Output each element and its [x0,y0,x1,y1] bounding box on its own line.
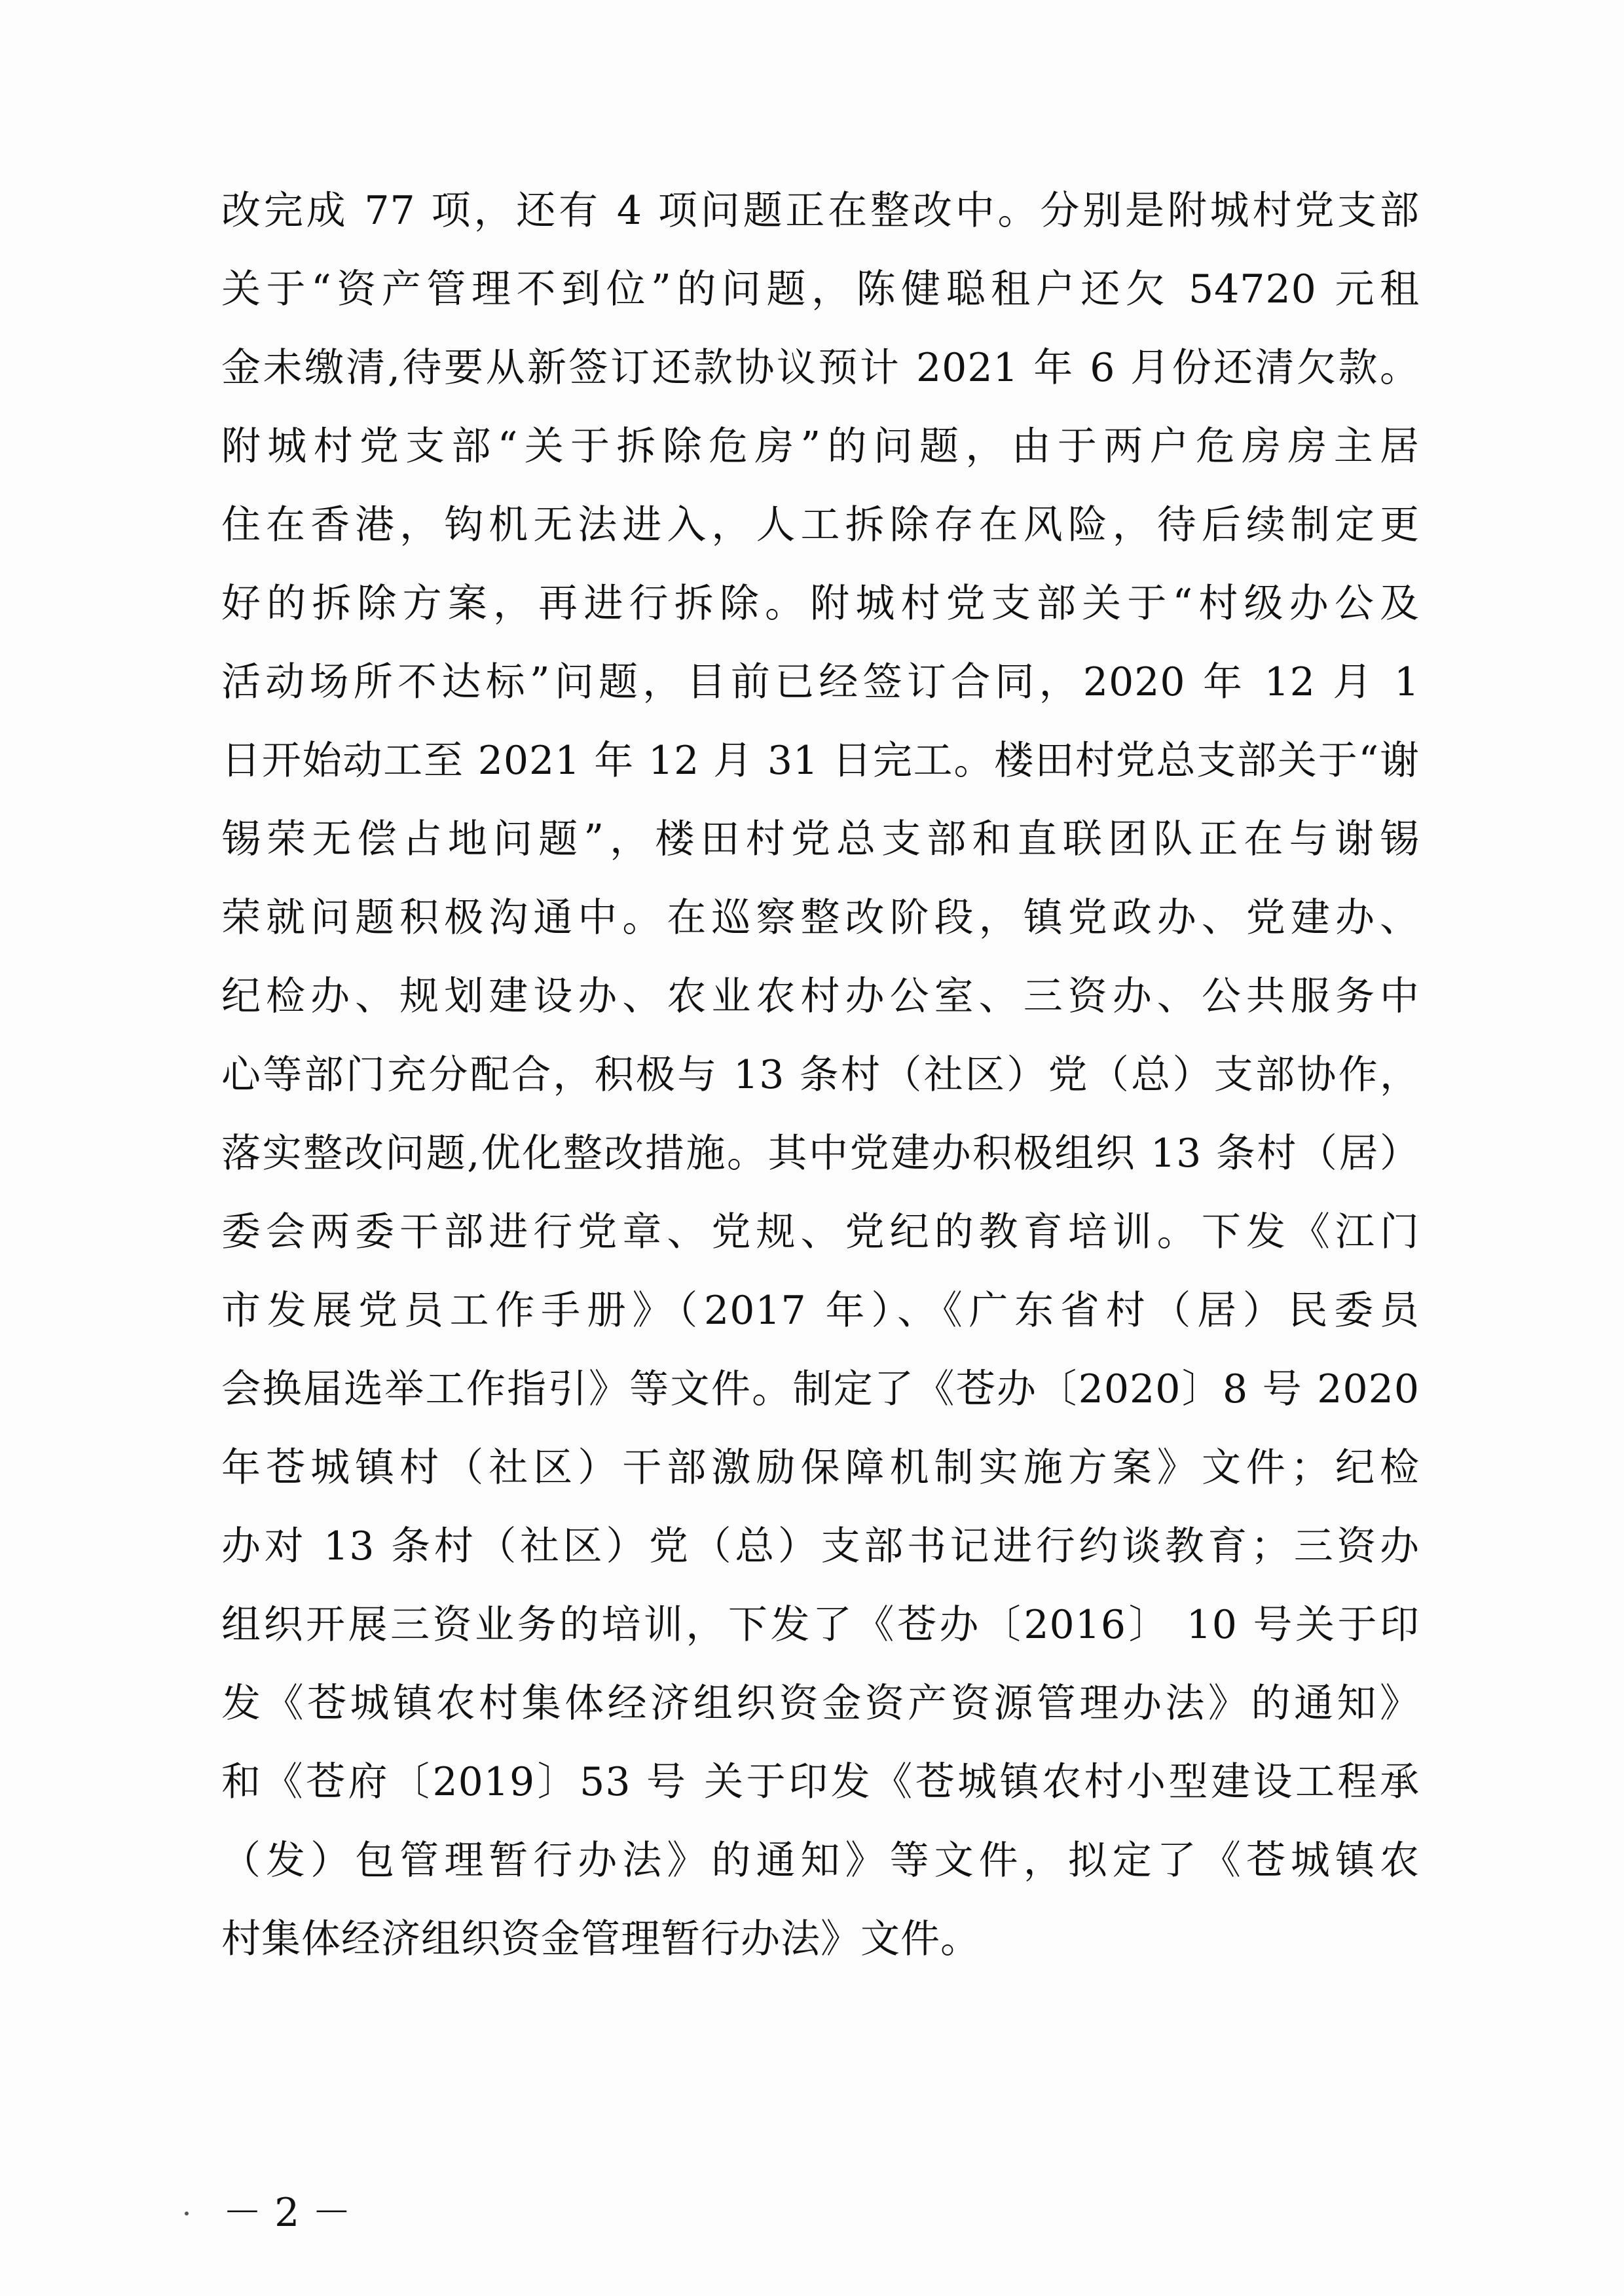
text-line: 锡荣无偿占地问题”，楼田村党总支部和直联团队正在与谢锡 [221,816,1420,862]
text-line: 办对 13 条村（社区）党（总）支部书记进行约谈教育；三资办 [221,1523,1420,1569]
text-line: 好的拆除方案，再进行拆除。附城村党支部关于“村级办公及 [221,581,1420,627]
text-line: 活动场所不达标”问题，目前已经签订合同，2020 年 12 月 1 [221,659,1420,705]
text-line: 心等部门充分配合，积极与 13 条村（社区）党（总）支部协作， [221,1052,1420,1098]
text-line: 年苍城镇村（社区）干部激励保障机制实施方案》文件；纪检 [221,1445,1420,1491]
text-line: 村集体经济组织资金管理暂行办法》文件。 [221,1916,980,1962]
text-line: 改完成 77 项，还有 4 项问题正在整改中。分别是附城村党支部 [221,188,1420,234]
text-line: 组织开展三资业务的培训，下发了《苍办〔2016〕 10 号关于印 [221,1602,1420,1648]
text-line: （发）包管理暂行办法》的通知》等文件，拟定了《苍城镇农 [221,1838,1420,1884]
text-line: 荣就问题积极沟通中。在巡察整改阶段，镇党政办、党建办、 [221,895,1420,941]
text-line: 住在香港，钩机无法进入，人工拆除存在风险，待后续制定更 [221,502,1420,548]
body-text [221,172,1420,1978]
text-line: 金未缴清,待要从新签订还款协议预计 2021 年 6 月份还清欠款。 [221,345,1420,391]
text-line: 发《苍城镇农村集体经济组织资金资产资源管理办法》的通知》 [221,1681,1420,1726]
text-line: 和《苍府〔2019〕53 号 关于印发《苍城镇农村小型建设工程承 [221,1759,1420,1805]
page-number: － 2 － [223,2190,352,2236]
text-line: 日开始动工至 2021 年 12 月 31 日完工。楼田村党总支部关于“谢 [221,738,1420,784]
text-line: 纪检办、规划建设办、农业农村办公室、三资办、公共服务中 [221,974,1420,1019]
scan-speck [185,2212,189,2215]
text-line: 会换届选举工作指引》等文件。制定了《苍办〔2020〕8 号 2020 [221,1366,1420,1412]
text-line: 委会两委干部进行党章、党规、党纪的教育培训。下发《江门 [221,1209,1420,1255]
text-line: 落实整改问题,优化整改措施。其中党建办积极组织 13 条村（居） [221,1131,1420,1176]
text-line: 市发展党员工作手册》（2017 年）、《广东省村（居）民委员 [221,1288,1420,1334]
text-line: 附城村党支部“关于拆除危房”的问题，由于两户危房房主居 [221,424,1420,469]
text-line: 关于“资产管理不到位”的问题，陈健聪租户还欠 54720 元租 [221,266,1420,312]
